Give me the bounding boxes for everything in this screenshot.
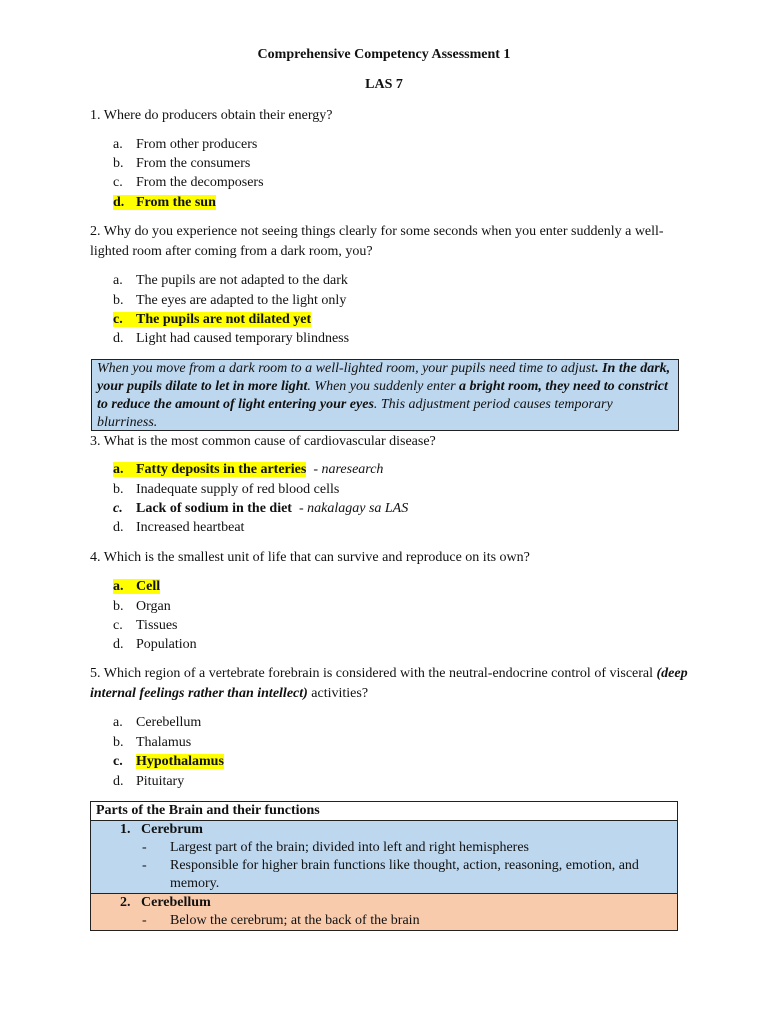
list-item: - Responsible for higher brain functions like thought, action, reasoning, emotion, and memory. [142, 858, 639, 891]
q4-option-c: c. Tissues [113, 618, 178, 633]
question-4: 4. Which is the smallest unit of life that can survive and reproduce on its own? [90, 550, 530, 565]
q5-option-c-answer: c. Hypothalamus [113, 754, 224, 769]
q3-option-b: b. Inadequate supply of red blood cells [113, 482, 340, 497]
q5-option-a: a. Cerebellum [113, 715, 202, 730]
table-row-cerebrum [91, 821, 678, 894]
q4-option-a-answer: a. Cell [113, 579, 161, 594]
q2-explanation-box: When you move from a dark room to a well-lighted room, your pupils need time to adjust. In the dark, your pupils dilate to let in more light. When you suddenly enter a bright room, they need to constrict to reduce the amount of light entering your eyes. This adjustment period causes temporary blurriness. [91, 359, 679, 431]
question-2: 2. Why do you experience not seeing things clearly for some seconds when you enter suddenly a well-lighted room after coming from a dark room, you? [90, 224, 664, 259]
q4-option-b: b. Organ [113, 599, 171, 614]
document-title: Comprehensive Competency Assessment 1 [257, 47, 511, 62]
q2-option-a: a. The pupils are not adapted to the dark [113, 273, 348, 288]
part-title-cerebellum: 2. Cerebellum [120, 895, 211, 910]
list-item: - Largest part of the brain; divided into left and right hemispheres [142, 840, 529, 855]
list-item: - Below the cerebrum; at the back of the brain [142, 913, 420, 928]
q1-option-b: b. From the consumers [113, 156, 251, 171]
q2-option-d: d. Light had caused temporary blindness [113, 331, 350, 346]
table-heading: Parts of the Brain and their functions [91, 802, 678, 821]
document-subtitle: LAS 7 [365, 77, 403, 92]
q3-option-c: c. Lack of sodium in the diet - nakalagay sa LAS [113, 501, 409, 516]
brain-parts-table [90, 801, 678, 931]
q5-option-d: d. Pituitary [113, 774, 185, 789]
q4-option-d: d. Population [113, 637, 197, 652]
question-3: 3. What is the most common cause of cardiovascular disease? [90, 434, 436, 449]
q1-option-a: a. From other producers [113, 137, 258, 152]
question-5: 5. Which region of a vertebrate forebrain is considered with the neutral-endocrine control of visceral (deep internal feelings rather than intellect) activities? [90, 666, 688, 701]
q2-option-c-answer: c. The pupils are not dilated yet [113, 312, 312, 327]
part-title-cerebrum: 1. Cerebrum [120, 822, 203, 837]
q1-option-d-answer: d. From the sun [113, 195, 216, 210]
q1-option-c: c. From the decomposers [113, 175, 264, 190]
q5-option-b: b. Thalamus [113, 735, 192, 750]
table-header-row [91, 802, 678, 821]
q3-option-a-answer: a. Fatty deposits in the arteries - naresearch [113, 462, 384, 477]
table-row-cerebellum [91, 894, 678, 931]
question-1: 1. Where do producers obtain their energy? [90, 108, 333, 123]
q3-option-d: d. Increased heartbeat [113, 520, 245, 535]
q2-option-b: b. The eyes are adapted to the light only [113, 293, 347, 308]
